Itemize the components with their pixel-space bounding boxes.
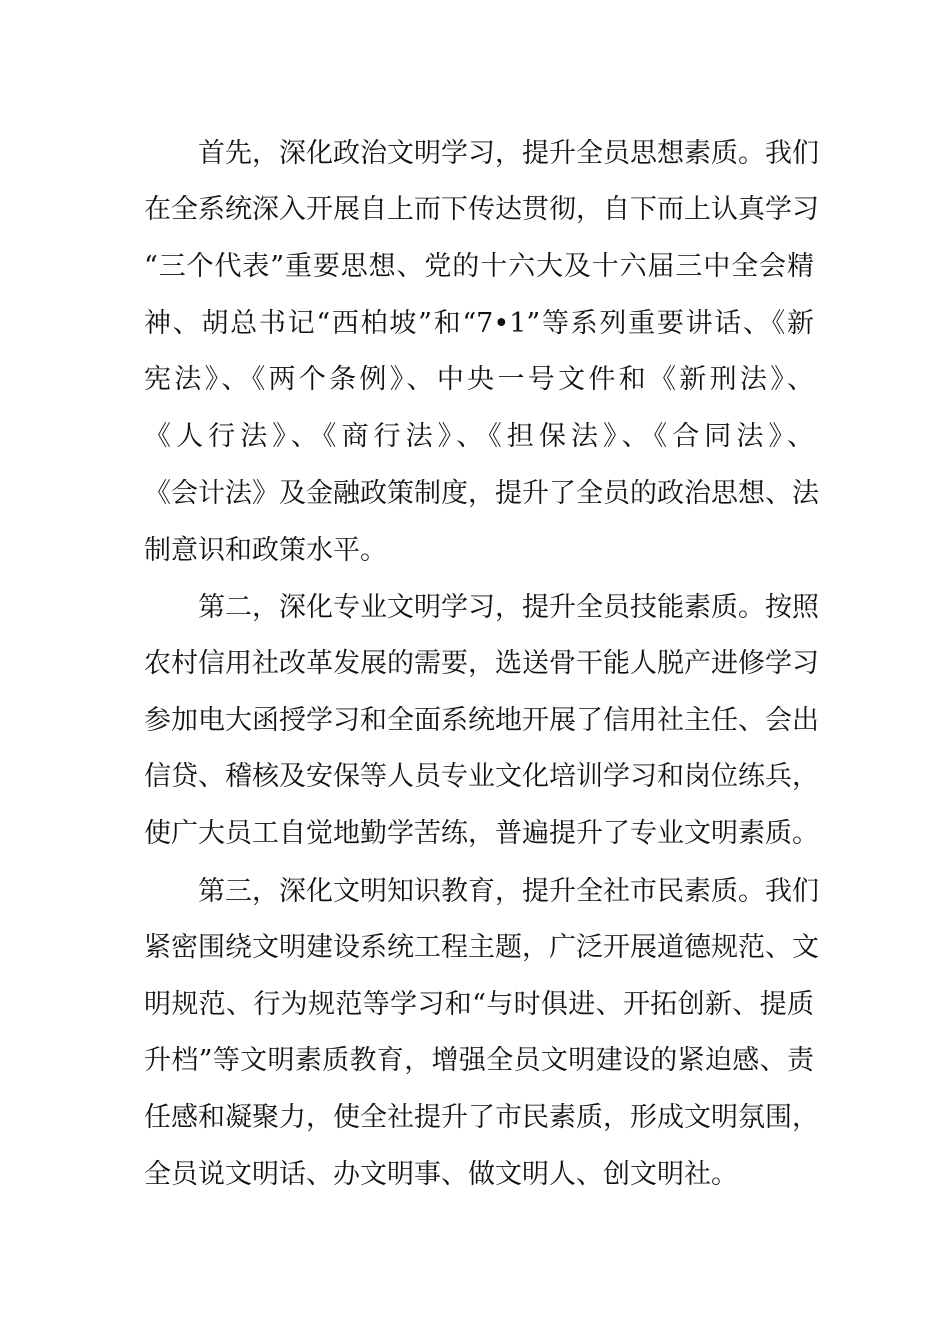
paragraph-3-line-1: 第三，深化文明知识教育，提升全社市民素质。我们	[198, 876, 819, 907]
paragraph-1-line-4: 神、胡总书记“西柏坡”和“7•1”等系列重要讲话、《新	[144, 308, 814, 339]
paragraph-3-line-4: 升档”等文明素质教育，增强全员文明建设的紧迫感、责	[144, 1045, 814, 1076]
paragraph-1-line-1: 首先，深化政治文明学习，提升全员思想素质。我们	[198, 138, 819, 169]
paragraph-3-line-5: 任感和凝聚力，使全社提升了市民素质，形成文明氛围，	[144, 1102, 819, 1133]
paragraph-1-line-3: “三个代表”重要思想、党的十六大及十六届三中全会精	[144, 251, 814, 282]
paragraph-1-line-6: 《人行法》、《商行法》、《担保法》、《合同法》、	[144, 421, 814, 452]
paragraph-2-line-1: 第二，深化专业文明学习，提升全员技能素质。按照	[198, 592, 819, 623]
paragraph-2-line-5: 使广大员工自觉地勤学苦练，普遍提升了专业文明素质。	[144, 818, 819, 849]
paragraph-3-line-2: 紧密围绕文明建设系统工程主题，广泛开展道德规范、文	[144, 932, 819, 963]
paragraph-1-line-2: 在全系统深入开展自上而下传达贯彻，自下而上认真学习	[144, 194, 819, 225]
paragraph-3-line-3: 明规范、行为规范等学习和“与时俱进、开拓创新、提质	[144, 989, 814, 1020]
paragraph-2-line-4: 信贷、稽核及安保等人员专业文化培训学习和岗位练兵，	[144, 761, 819, 792]
paragraph-2-line-3: 参加电大函授学习和全面系统地开展了信用社主任、会出	[144, 705, 819, 736]
paragraph-1-line-8: 制意识和政策水平。	[144, 535, 387, 566]
paragraph-1-line-5: 宪法》、《两个条例》、中央一号文件和《新刑法》、	[144, 364, 814, 395]
paragraph-2-line-2: 农村信用社改革发展的需要，选送骨干能人脱产进修学习	[144, 648, 819, 679]
paragraph-1-line-7: 《会计法》及金融政策制度，提升了全员的政治思想、法	[144, 478, 819, 509]
paragraph-3-line-6: 全员说文明话、办文明事、做文明人、创文明社。	[144, 1159, 738, 1190]
